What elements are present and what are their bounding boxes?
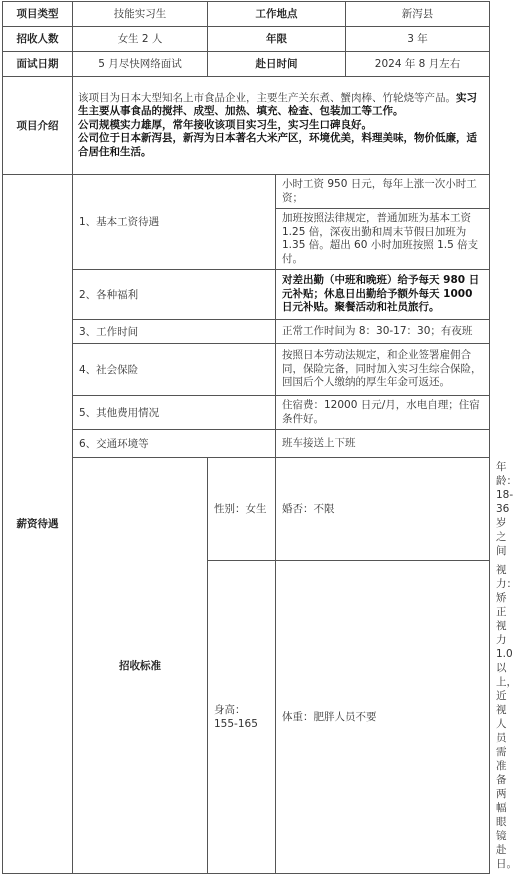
- departure-time-label: 赴日时间: [208, 52, 346, 77]
- salary-label: 薪资待遇: [3, 175, 73, 874]
- other-fees-item: 5、其他费用情况: [73, 396, 276, 430]
- recruitment-table: [2, 1, 517, 874]
- row-basic-salary-1: [3, 175, 490, 209]
- headcount-label: 招收人数: [3, 27, 73, 52]
- term-label: 年限: [208, 27, 346, 52]
- hours-item: 3、工作时间: [73, 320, 276, 344]
- weight-requirement: 体重：肥胖人员不要: [276, 561, 490, 874]
- insurance-item: 4、社会保险: [73, 344, 276, 396]
- recruitment-sheet: [2, 1, 517, 870]
- traffic-item: 6、交通环境等: [73, 430, 276, 458]
- row-interview-date: [3, 52, 490, 77]
- row-intro: [3, 77, 490, 175]
- work-location-value: 新泻县: [346, 2, 490, 27]
- intro-p2: 公司规模实力雄厚，常年接收该项目实习生，实习生口碑良好。: [78, 118, 372, 131]
- basic-salary-hourly: 小时工资 950 日元，每年上涨一次小时工资；: [276, 175, 490, 209]
- row-headcount: [3, 27, 490, 52]
- basic-salary-overtime: 加班按照法律规定，普通加班为基本工资 1.25 倍，深夜出勤和周末节假日加班为 1.35 倍。超出 60 小时加班按照 1.5 倍支付。: [276, 209, 490, 270]
- marriage-requirement: 婚否：不限: [276, 458, 490, 561]
- hours-detail: 正常工作时间为 8：30-17：30；有夜班: [276, 320, 490, 344]
- row-hours: [3, 320, 490, 344]
- basic-salary-item: 1、基本工资待遇: [73, 175, 276, 270]
- welfare-detail: 对差出勤（中班和晚班）给予每天 980 日元补贴；休息日出勤给予额外每天 1000 日元补贴。聚餐活动和社员旅行。: [276, 270, 490, 320]
- work-location-label: 工作地点: [208, 2, 346, 27]
- row-recruit-1: 招收标准 性别：女生 婚否：不限 年龄：18-36 岁之间: [3, 458, 490, 561]
- interview-date-value: 5 月尽快网络面试: [73, 52, 208, 77]
- departure-time-value: 2024 年 8 月左右: [346, 52, 490, 77]
- headcount-value: 女生 2 人: [73, 27, 208, 52]
- intro-p3: 公司位于日本新泻县，新泻为日本著名大米产区，环境优美，料理美味，物价低廉，适合居住和生活。: [78, 132, 477, 158]
- row-other-fees: [3, 396, 490, 430]
- insurance-detail: 按照日本劳动法规定，和企业签署雇佣合同，保险完备，同时加入实习生综合保险，回国后个人缴纳的厚生年金可返还。: [276, 344, 490, 396]
- welfare-item: 2、各种福利: [73, 270, 276, 320]
- project-type-label: 项目类型: [3, 2, 73, 27]
- recruit-label: 招收标准: [73, 458, 208, 874]
- intro-p1: 该项目为日本大型知名上市食品企业，主要生产关东煮、蟹肉棒、竹轮烧等产品。: [78, 91, 456, 104]
- intro-p1b: 实习生主要从事食品的搅拌、成型、加热、填充、检查、包装加工等工作。: [78, 91, 477, 118]
- term-value: 3 年: [346, 27, 490, 52]
- traffic-detail: 班车接送上下班: [276, 430, 490, 458]
- intro-content: [73, 77, 490, 175]
- other-fees-detail: 住宿费：12000 日元/月，水电自理；住宿条件好。: [276, 396, 490, 430]
- intro-label: 项目介绍: [3, 77, 73, 175]
- gender-requirement: 性别：女生: [208, 458, 276, 561]
- interview-date-label: 面试日期: [3, 52, 73, 77]
- row-welfare: [3, 270, 490, 320]
- row-project-type: [3, 2, 490, 27]
- row-recruit-2: 身高：155-165 体重：肥胖人员不要 视力：矫正视力 1.0 以上，近视人员需准备两幅眼镜赴日。: [3, 561, 490, 874]
- height-requirement: 身高：155-165: [208, 561, 276, 874]
- row-traffic: [3, 430, 490, 458]
- row-insurance: [3, 344, 490, 396]
- project-type-value: 技能实习生: [73, 2, 208, 27]
